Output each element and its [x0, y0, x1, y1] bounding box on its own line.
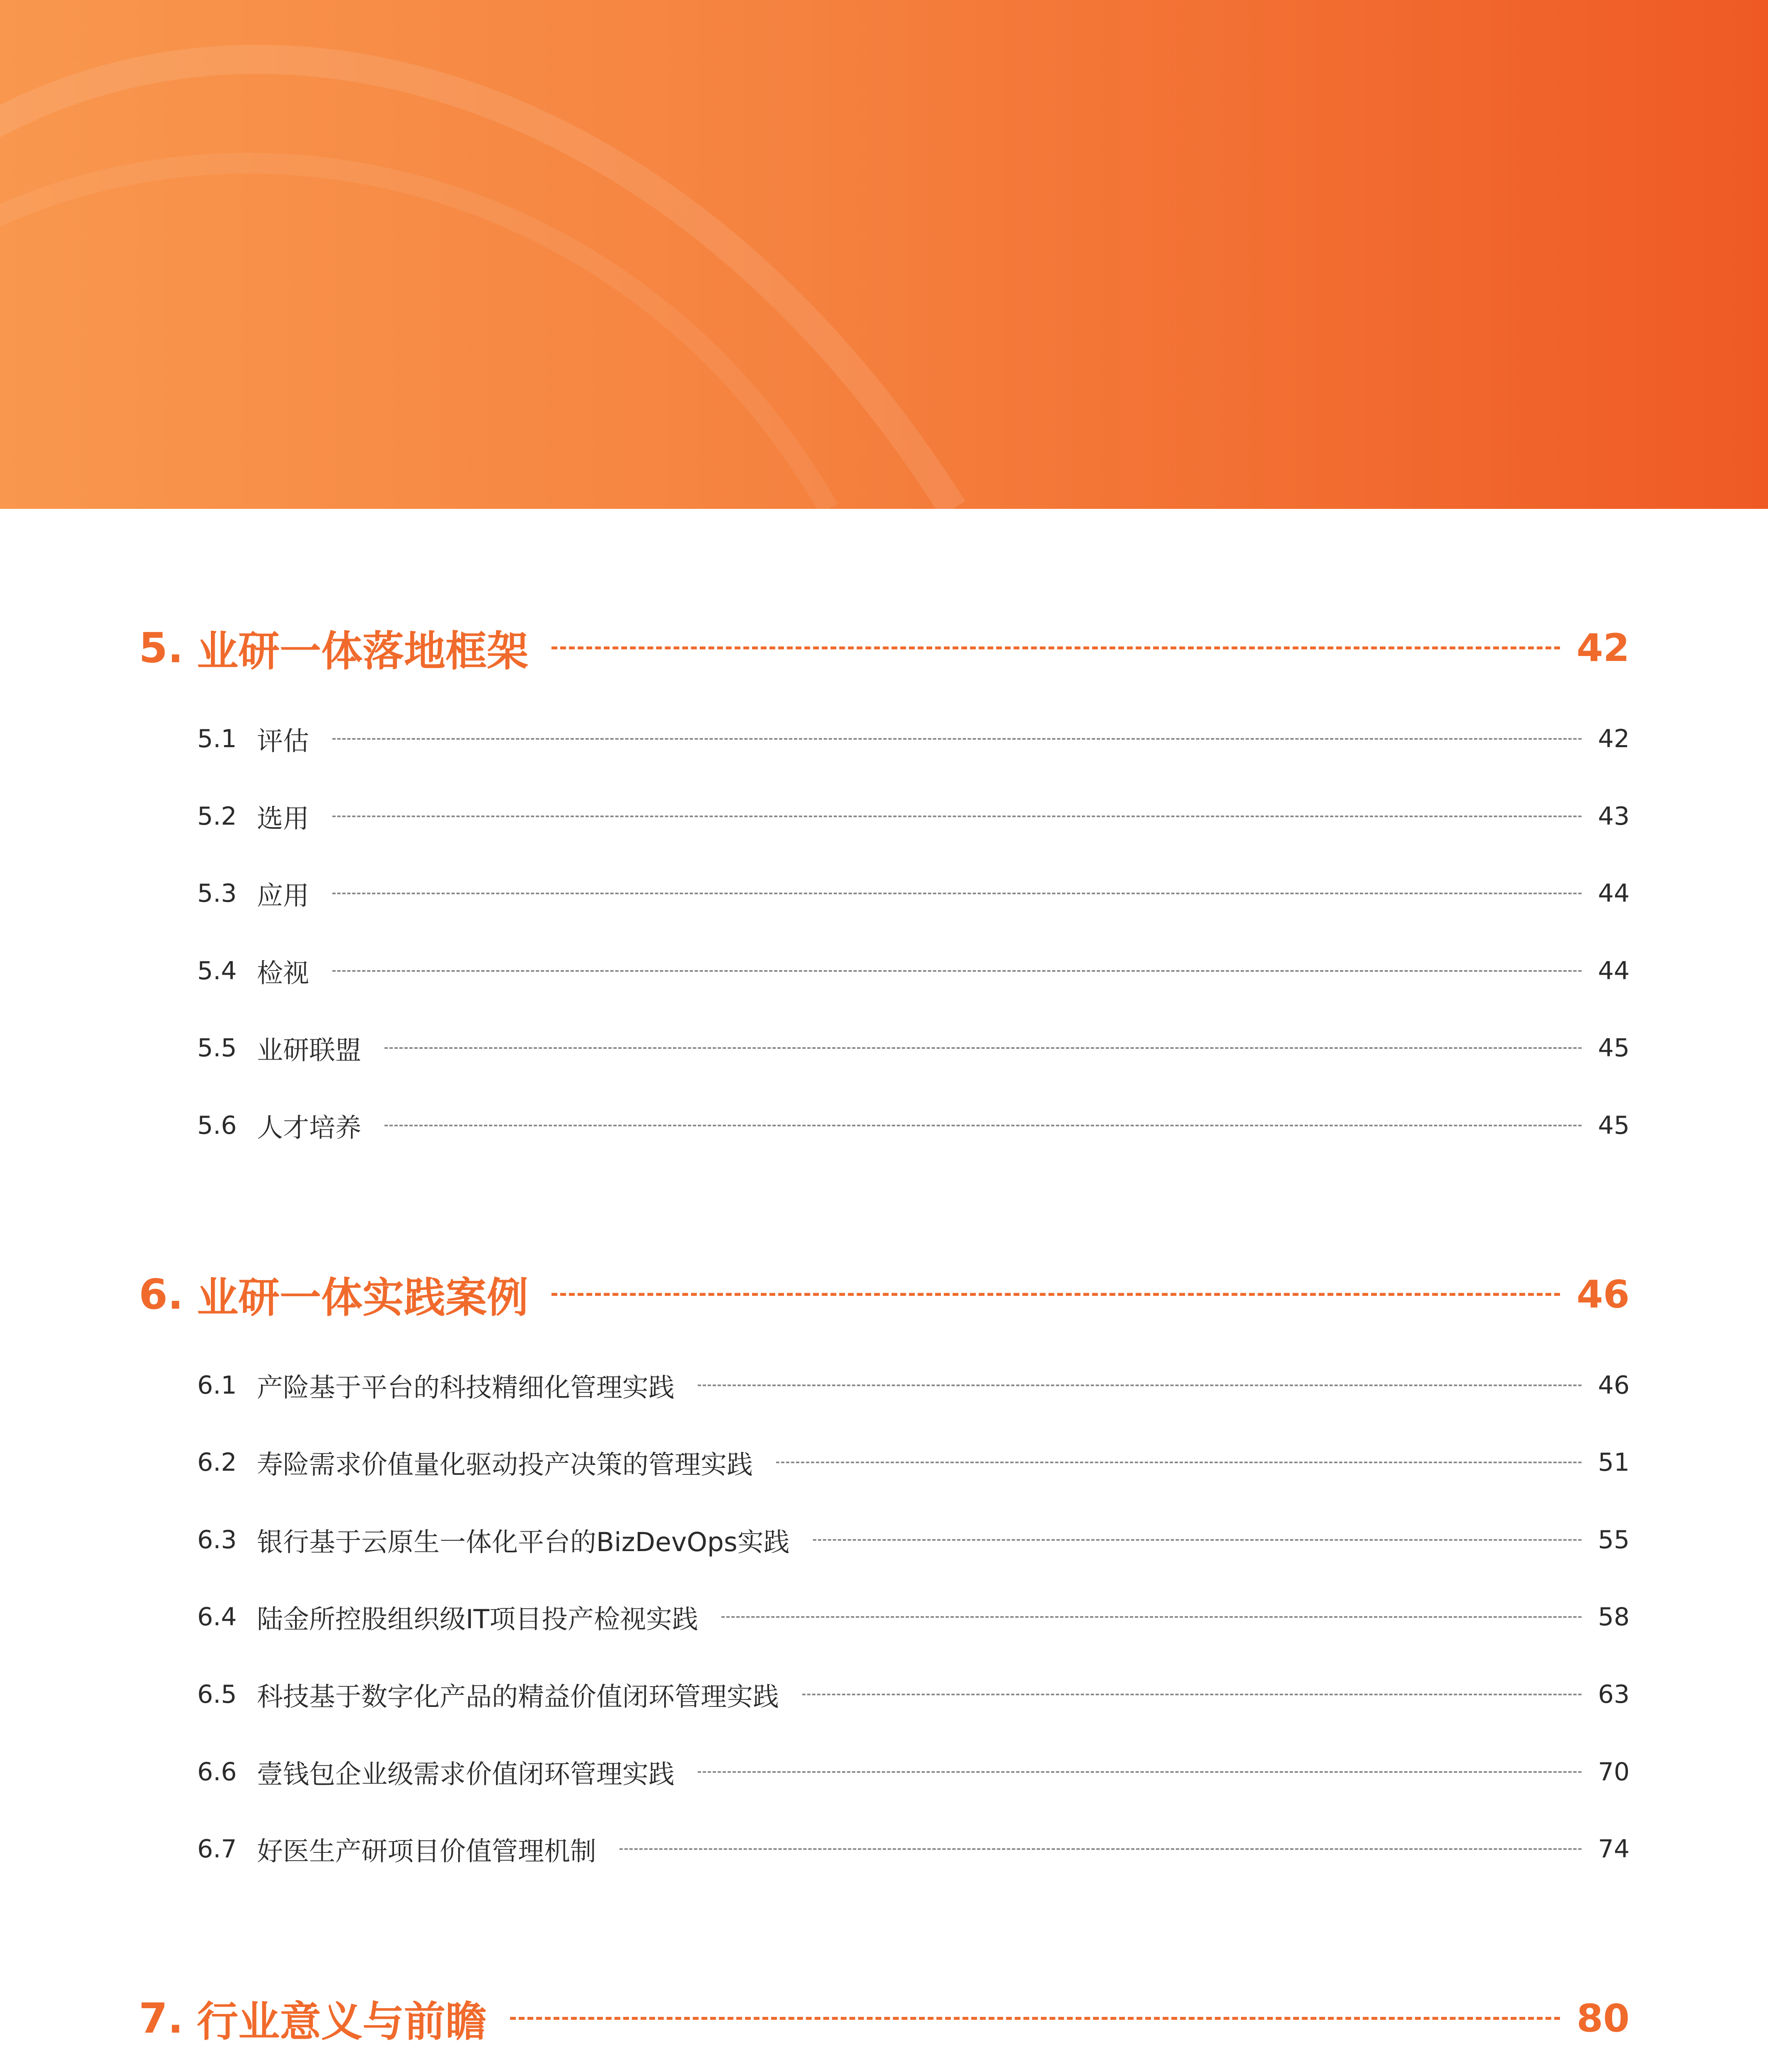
section-title: 业研一体落地框架	[197, 627, 528, 675]
item-title: 业研联盟	[257, 1035, 361, 1065]
dotted-leader	[698, 1385, 1582, 1386]
item-title: 人才培养	[257, 1112, 361, 1143]
item-title: 选用	[257, 803, 309, 834]
section-page-number: 42	[1576, 625, 1630, 670]
item-page-number: 70	[1598, 1757, 1630, 1786]
item-page-number: 42	[1598, 724, 1630, 753]
dotted-leader	[551, 1293, 1560, 1296]
dotted-leader	[721, 1616, 1582, 1618]
item-title: 产险基于平台的科技精细化管理实践	[257, 1372, 675, 1403]
toc-section-7[interactable]	[139, 1989, 1630, 2047]
dotted-leader	[332, 738, 1582, 740]
item-title: 评估	[257, 726, 309, 756]
section-page-number: 46	[1576, 1272, 1630, 1317]
item-title: 壹钱包企业级需求价值闭环管理实践	[257, 1759, 675, 1789]
toc-item-5-4[interactable]	[197, 952, 1630, 990]
dotted-leader	[332, 816, 1582, 817]
item-page-number: 45	[1598, 1111, 1630, 1140]
toc-item-6-5[interactable]	[197, 1676, 1630, 1713]
dotted-leader	[551, 646, 1560, 649]
dotted-leader	[332, 893, 1582, 894]
toc-item-5-1[interactable]	[197, 720, 1630, 758]
section-title: 行业意义与前瞻	[197, 1997, 487, 2046]
dotted-leader	[619, 1848, 1582, 1850]
dotted-leader	[332, 970, 1582, 972]
section-number: 7.	[139, 1994, 184, 2043]
item-number: 5.5	[197, 1034, 237, 1063]
item-number: 6.5	[197, 1680, 237, 1709]
toc-section-6[interactable]	[139, 1265, 1630, 1323]
item-number: 5.2	[197, 802, 237, 831]
item-title: 科技基于数字化产品的精益价值闭环管理实践	[257, 1681, 779, 1712]
item-page-number: 63	[1598, 1680, 1630, 1709]
item-page-number: 55	[1598, 1525, 1630, 1554]
toc-item-6-1[interactable]	[197, 1367, 1630, 1404]
section-title: 业研一体实践案例	[197, 1273, 528, 1322]
section-page-number: 80	[1576, 1996, 1630, 2041]
item-number: 6.7	[197, 1835, 237, 1864]
item-page-number: 58	[1598, 1602, 1630, 1631]
toc-item-5-2[interactable]	[197, 798, 1630, 835]
dotted-leader	[802, 1694, 1582, 1695]
item-title: 陆金所控股组织级IT项目投产检视实践	[257, 1604, 699, 1634]
item-number: 5.6	[197, 1111, 237, 1140]
dotted-leader	[385, 1047, 1582, 1049]
toc-item-5-3[interactable]	[197, 875, 1630, 912]
item-title: 寿险需求价值量化驱动投产决策的管理实践	[257, 1449, 753, 1480]
dotted-leader	[776, 1462, 1582, 1463]
toc-item-6-3[interactable]	[197, 1521, 1630, 1559]
dotted-leader	[510, 2017, 1560, 2020]
toc-section-5[interactable]	[139, 619, 1630, 677]
item-title: 检视	[257, 958, 309, 988]
dotted-leader	[813, 1539, 1582, 1541]
dotted-leader	[385, 1125, 1582, 1126]
item-page-number: 43	[1598, 802, 1630, 831]
section-number: 5.	[139, 623, 184, 672]
item-number: 6.1	[197, 1371, 237, 1400]
item-number: 6.6	[197, 1757, 237, 1786]
toc-item-6-7[interactable]	[197, 1830, 1630, 1868]
toc-item-6-6[interactable]	[197, 1753, 1630, 1791]
toc-item-5-6[interactable]	[197, 1107, 1630, 1144]
item-number: 6.2	[197, 1448, 237, 1477]
item-title: 好医生产研项目价值管理机制	[257, 1836, 596, 1866]
item-number: 6.4	[197, 1602, 237, 1631]
item-page-number: 46	[1598, 1371, 1630, 1400]
toc-item-5-5[interactable]	[197, 1029, 1630, 1067]
item-number: 5.3	[197, 879, 237, 908]
toc-item-6-4[interactable]	[197, 1598, 1630, 1636]
item-page-number: 51	[1598, 1448, 1630, 1477]
item-number: 5.4	[197, 956, 237, 985]
toc-item-6-2[interactable]	[197, 1444, 1630, 1481]
item-page-number: 44	[1598, 956, 1630, 985]
item-page-number: 45	[1598, 1034, 1630, 1063]
dotted-leader	[698, 1771, 1582, 1773]
item-page-number: 74	[1598, 1835, 1630, 1864]
item-title: 银行基于云原生一体化平台的BizDevOps实践	[257, 1527, 790, 1557]
item-number: 6.3	[197, 1525, 237, 1554]
section-number: 6.	[139, 1270, 184, 1319]
item-title: 应用	[257, 880, 309, 911]
item-number: 5.1	[197, 724, 237, 753]
item-page-number: 44	[1598, 879, 1630, 908]
